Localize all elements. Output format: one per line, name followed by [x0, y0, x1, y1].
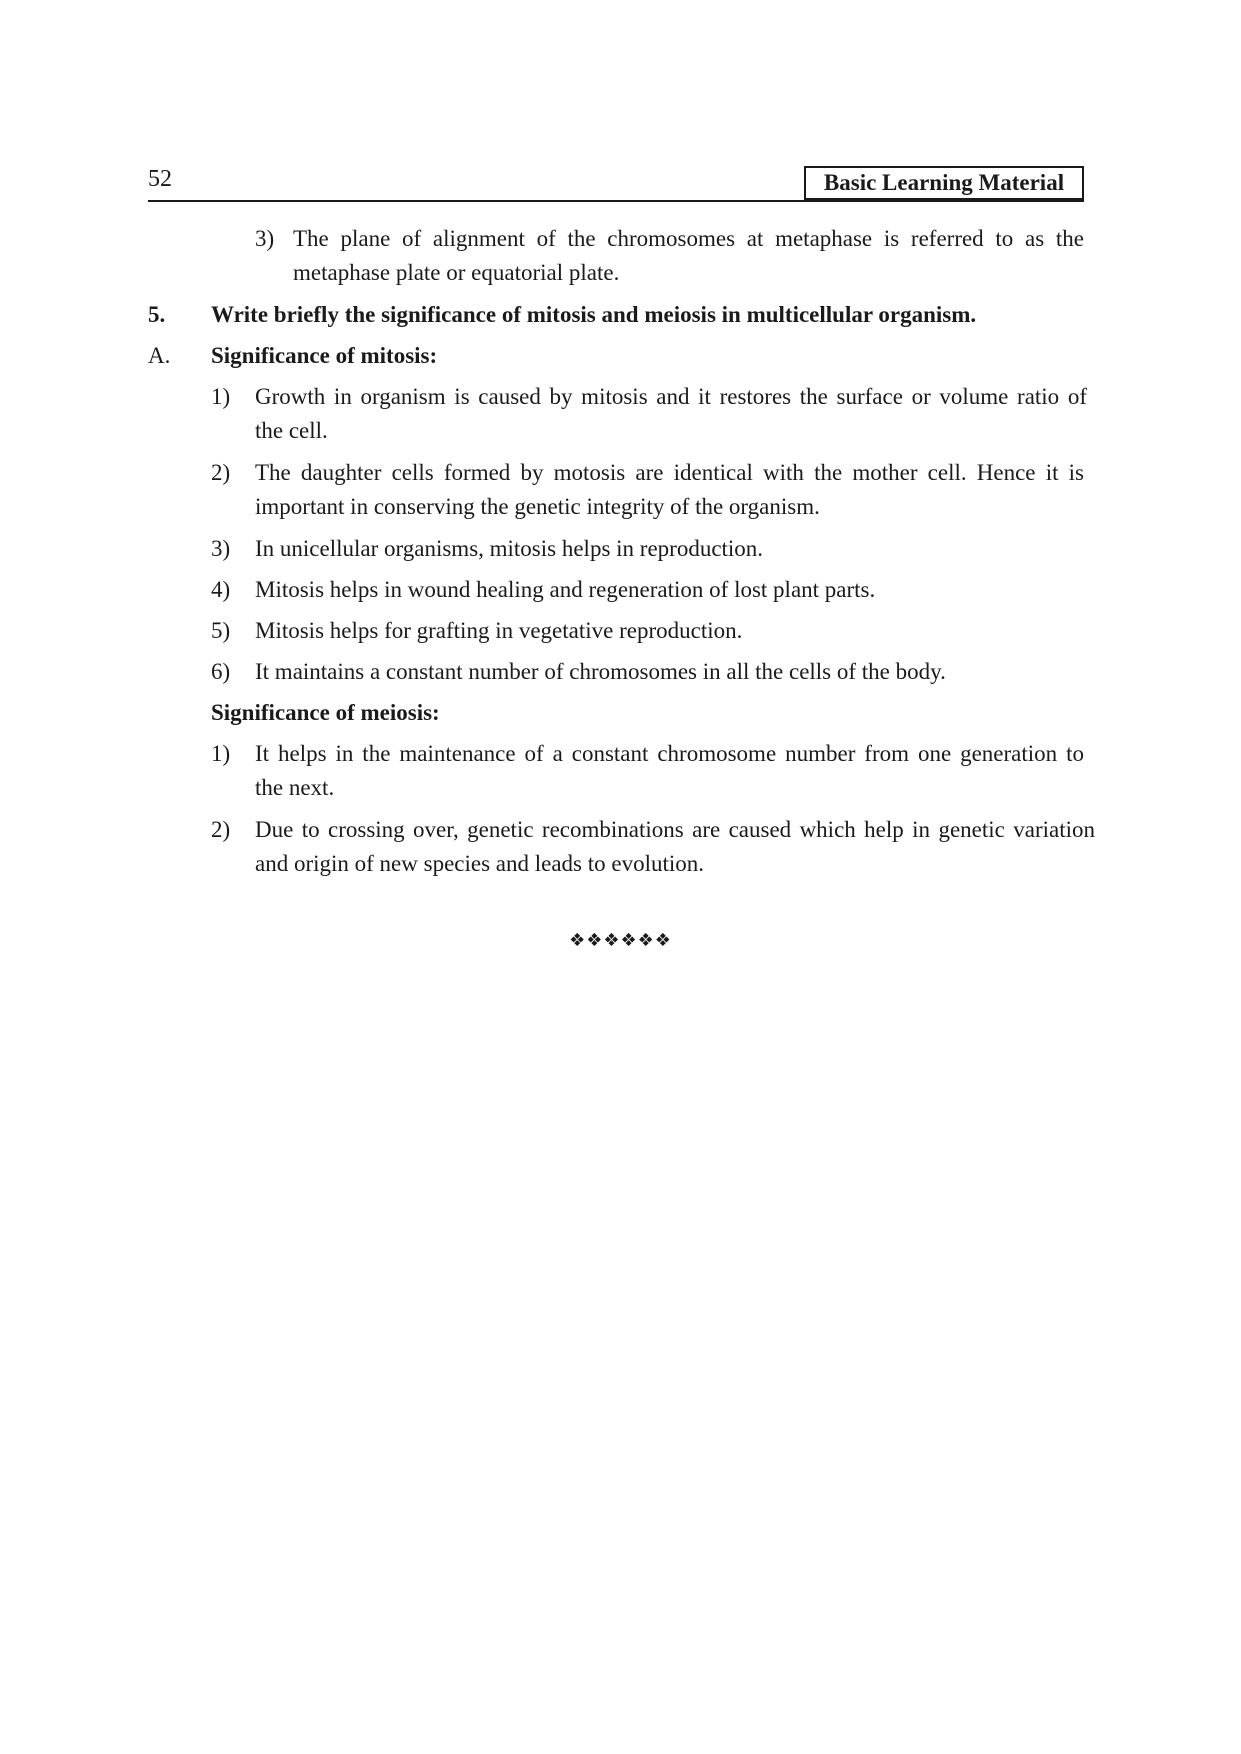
end-of-section-ornament: ❖❖❖❖❖❖	[569, 930, 672, 951]
meiosis-item-2-line2: and origin of new species and leads to evolution.	[255, 851, 705, 876]
meiosis-item-1-number: 1)	[211, 741, 231, 766]
mitosis-item-5-text: Mitosis helps for grafting in vegetative reproduction.	[255, 618, 743, 643]
meiosis-heading: Significance of meiosis:	[211, 700, 440, 725]
mitosis-item-1-line2: the cell.	[255, 418, 328, 443]
mitosis-item-3-text: In unicellular organisms, mitosis helps in reproduction.	[255, 536, 764, 561]
meiosis-item-1-line1: It helps in the maintenance of a constant chromosome number from one generation to	[255, 741, 1084, 766]
question-text: Write briefly the significance of mitosis and meiosis in multicellular organism.	[211, 302, 977, 327]
mitosis-item-6-text: It maintains a constant number of chromosomes in all the cells of the body.	[255, 659, 946, 684]
carryover-line2: metaphase plate or equatorial plate.	[293, 260, 620, 285]
meiosis-item-2-number: 2)	[211, 817, 231, 842]
mitosis-item-1-line1: Growth in organism is caused by mitosis and it restores the surface or volume ratio of	[255, 384, 1087, 409]
mitosis-item-4-text: Mitosis helps in wound healing and regeneration of lost plant parts.	[255, 577, 876, 602]
running-title: Basic Learning Material	[804, 166, 1084, 200]
mitosis-item-4-number: 4)	[211, 577, 231, 602]
mitosis-item-2-line2: important in conserving the genetic integrity of the organism.	[255, 494, 820, 519]
meiosis-item-2-line1: Due to crossing over, genetic recombinations are caused which help in genetic variation	[255, 817, 1095, 842]
mitosis-heading: Significance of mitosis:	[211, 343, 438, 368]
answer-marker: A.	[148, 343, 171, 368]
mitosis-item-1-number: 1)	[211, 384, 231, 409]
page-number: 52	[148, 166, 172, 192]
mitosis-item-2-line1: The daughter cells formed by motosis are identical with the mother cell. Hence it is	[255, 460, 1084, 485]
carryover-number: 3)	[255, 226, 275, 251]
mitosis-item-5-number: 5)	[211, 618, 231, 643]
question-number: 5.	[148, 302, 166, 327]
mitosis-item-6-number: 6)	[211, 659, 231, 684]
header-rule	[148, 200, 1084, 202]
meiosis-item-1-line2: the next.	[255, 775, 335, 800]
mitosis-item-3-number: 3)	[211, 536, 231, 561]
mitosis-item-2-number: 2)	[211, 460, 231, 485]
carryover-line1: The plane of alignment of the chromosomes at metaphase is referred to as the	[293, 226, 1084, 251]
